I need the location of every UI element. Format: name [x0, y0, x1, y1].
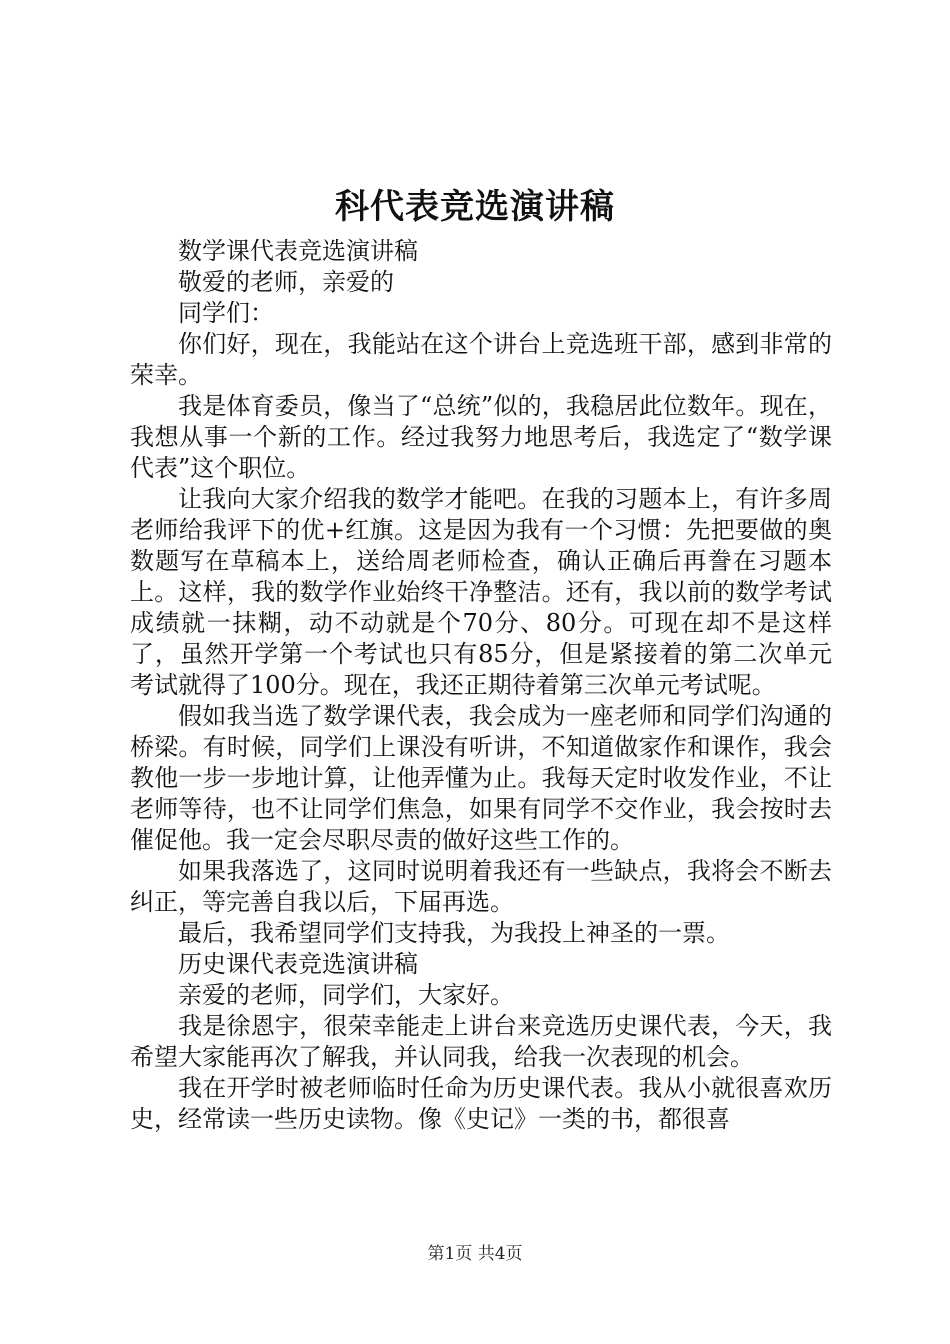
page-footer: 第1页 共4页 [427, 1244, 523, 1264]
paragraph: 我是体育委员，像当了“总统”似的，我稳居此位数年。现在，我想从事一个新的工作。经过我努力地思考后，我选定了“数学课代表”这个职位。 [130, 392, 832, 482]
paragraph: 数学课代表竞选演讲稿 [178, 237, 418, 265]
paragraph: 如果我落选了，这同时说明着我还有一些缺点，我将会不断去纠正，等完善自我以后，下届再选。 [130, 857, 832, 916]
paragraph: 你们好，现在，我能站在这个讲台上竞选班干部，感到非常的荣幸。 [130, 330, 832, 389]
paragraph: 我是徐恩宇，很荣幸能走上讲台来竞选历史课代表，今天，我希望大家能再次了解我，并认同我，给我一次表现的机会。 [130, 1012, 832, 1071]
document-title: 科代表竞选演讲稿 [335, 187, 615, 227]
paragraph: 让我向大家介绍我的数学才能吧。在我的习题本上，有许多周老师给我评下的优+红旗。这是因为我有一个习惯：先把要做的奥数题写在草稿本上，送给周老师检查，确认正确后再誊在习题本上。这样，我的数学作业始终干净整洁。还有，我以前的数学考试成绩就一抹糊，动不动就是个70分、80分。可现在却不是这样了，虽然开学第一个考试也只有85分，但是紧接着的第二次单元考试就得了100分。现在，我还正期待着第三次单元考试呢。 [130, 485, 832, 699]
paragraph: 历史课代表竞选演讲稿 [178, 950, 418, 978]
paragraph: 最后，我希望同学们支持我，为我投上神圣的一票。 [178, 919, 730, 947]
paragraph: 亲爱的老师，同学们，大家好。 [178, 981, 514, 1009]
paragraph: 同学们： [178, 299, 274, 327]
paragraph: 我在开学时被老师临时任命为历史课代表。我从小就很喜欢历史，经常读一些历史读物。像《史记》一类的书，都很喜 [130, 1074, 832, 1133]
paragraph: 假如我当选了数学课代表，我会成为一座老师和同学们沟通的桥梁。有时候，同学们上课没有听讲，不知道做家作和课作，我会教他一步一步地计算，让他弄懂为止。我每天定时收发作业，不让老师等待，也不让同学们焦急，如果有同学不交作业，我会按时去催促他。我一定会尽职尽责的做好这些工作的。 [130, 702, 832, 854]
document-body [130, 236, 832, 1135]
paragraph: 敬爱的老师，亲爱的 [178, 268, 394, 296]
